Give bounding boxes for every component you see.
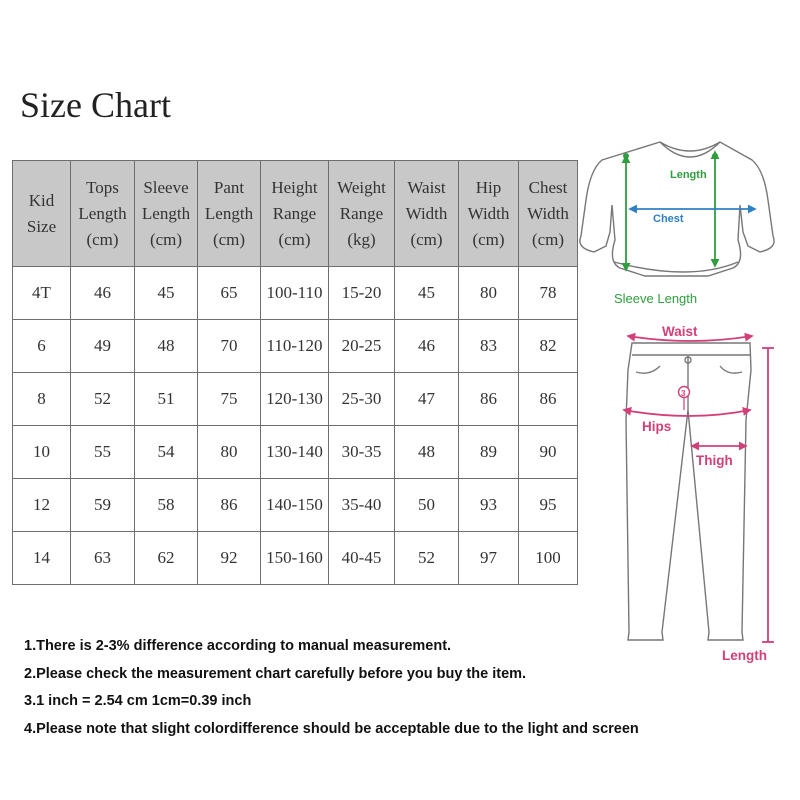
column-header-line: Length xyxy=(141,203,191,223)
table-cell: 92 xyxy=(198,532,261,585)
column-header-line: Length xyxy=(204,203,254,223)
table-cell: 45 xyxy=(395,267,459,320)
table-cell: 45 xyxy=(135,267,198,320)
size-cell: 6 xyxy=(13,320,71,373)
table-cell: 30-35 xyxy=(329,426,395,479)
column-header-line: Sleeve xyxy=(143,177,189,197)
column-header-line: (cm) xyxy=(212,229,246,249)
pants-illustration xyxy=(626,343,751,640)
table-cell: 20-25 xyxy=(329,320,395,373)
table-cell: 130-140 xyxy=(261,426,329,479)
table-cell: 52 xyxy=(71,373,135,426)
sweater-sleeve-arrow xyxy=(623,153,629,270)
table-cell: 78 xyxy=(519,267,578,320)
column-header-line: Size xyxy=(26,216,57,236)
sweater-chest-label: Chest xyxy=(653,213,684,225)
column-header-line: Height xyxy=(271,177,318,197)
table-cell: 150-160 xyxy=(261,532,329,585)
column-header-line: Chest xyxy=(528,177,568,197)
column-header-line: Width xyxy=(405,203,448,223)
size-cell: 12 xyxy=(13,479,71,532)
column-header-line: Kid xyxy=(28,190,55,210)
table-cell: 35-40 xyxy=(329,479,395,532)
table-cell: 80 xyxy=(459,267,519,320)
table-cell: 140-150 xyxy=(261,479,329,532)
table-cell: 65 xyxy=(198,267,261,320)
table-cell: 49 xyxy=(71,320,135,373)
hips-label: Hips xyxy=(642,419,672,434)
size-cell: 14 xyxy=(13,532,71,585)
table-cell: 82 xyxy=(519,320,578,373)
note-3: 3.1 inch = 2.54 cm 1cm=0.39 inch xyxy=(24,693,252,709)
column-header-line: Range xyxy=(272,203,317,223)
waist-label: Waist xyxy=(662,324,698,339)
column-header-line: (cm) xyxy=(410,229,443,249)
table-cell: 95 xyxy=(519,479,578,532)
table-cell: 54 xyxy=(135,426,198,479)
table-cell: 40-45 xyxy=(329,532,395,585)
column-header-line: Width xyxy=(467,203,510,223)
table-cell: 25-30 xyxy=(329,373,395,426)
table-cell: 86 xyxy=(198,479,261,532)
column-header-line: (cm) xyxy=(472,229,505,249)
column-header-line: Pant xyxy=(213,177,245,197)
table-cell: 48 xyxy=(135,320,198,373)
note-2: 2.Please check the measurement chart carefully before you buy the item. xyxy=(24,665,527,682)
table-cell: 59 xyxy=(71,479,135,532)
table-cell: 52 xyxy=(395,532,459,585)
table-cell: 100-110 xyxy=(261,267,329,320)
rise-marker-label: 3 xyxy=(681,389,686,398)
column-header-line: Range xyxy=(339,203,384,223)
size-cell: 4T xyxy=(13,267,71,320)
table-cell: 110-120 xyxy=(261,320,329,373)
table-cell: 62 xyxy=(135,532,198,585)
size-cell: 10 xyxy=(13,426,71,479)
column-header-line: (cm) xyxy=(531,229,565,249)
column-header-line: (cm) xyxy=(149,229,183,249)
table-cell: 89 xyxy=(459,426,519,479)
note-4: 4.Please note that slight colordifference should be acceptable due to the light and screen xyxy=(24,720,639,737)
column-header-line: Weight xyxy=(337,177,386,197)
size-cell: 8 xyxy=(13,373,71,426)
table-cell: 50 xyxy=(395,479,459,532)
table-cell: 83 xyxy=(459,320,519,373)
column-header-line: (cm) xyxy=(86,229,119,249)
page-title: Size Chart xyxy=(20,85,171,125)
table-cell: 46 xyxy=(395,320,459,373)
column-header-line: Hip xyxy=(475,177,502,197)
table-cell: 100 xyxy=(519,532,578,585)
table-cell: 86 xyxy=(519,373,578,426)
table-cell: 86 xyxy=(459,373,519,426)
thigh-label: Thigh xyxy=(696,453,733,468)
table-cell: 55 xyxy=(71,426,135,479)
table-cell: 51 xyxy=(135,373,198,426)
table-cell: 93 xyxy=(459,479,519,532)
pants-length-arrow xyxy=(762,348,774,642)
column-header-line: Width xyxy=(527,203,569,223)
column-header-line: (kg) xyxy=(347,229,376,249)
table-cell: 47 xyxy=(395,373,459,426)
table-cell: 97 xyxy=(459,532,519,585)
sleeve-length-label: Sleeve Length xyxy=(614,291,698,306)
sweater-length-label: Length xyxy=(670,169,707,181)
table-cell: 120-130 xyxy=(261,373,329,426)
table-cell: 48 xyxy=(395,426,459,479)
table-cell: 63 xyxy=(71,532,135,585)
table-cell: 46 xyxy=(71,267,135,320)
column-header-line: Length xyxy=(78,203,127,223)
table-cell: 15-20 xyxy=(329,267,395,320)
table-cell: 75 xyxy=(198,373,261,426)
note-1: 1.There is 2-3% difference according to manual measurement. xyxy=(24,638,452,654)
table-cell: 80 xyxy=(198,426,261,479)
pants-length-label: Length xyxy=(722,648,767,663)
column-header-line: (cm) xyxy=(278,229,311,249)
column-header-line: Waist xyxy=(407,177,446,197)
column-header-line: Tops xyxy=(86,177,119,197)
table-cell: 90 xyxy=(519,426,578,479)
table-cell: 70 xyxy=(198,320,261,373)
table-cell: 58 xyxy=(135,479,198,532)
